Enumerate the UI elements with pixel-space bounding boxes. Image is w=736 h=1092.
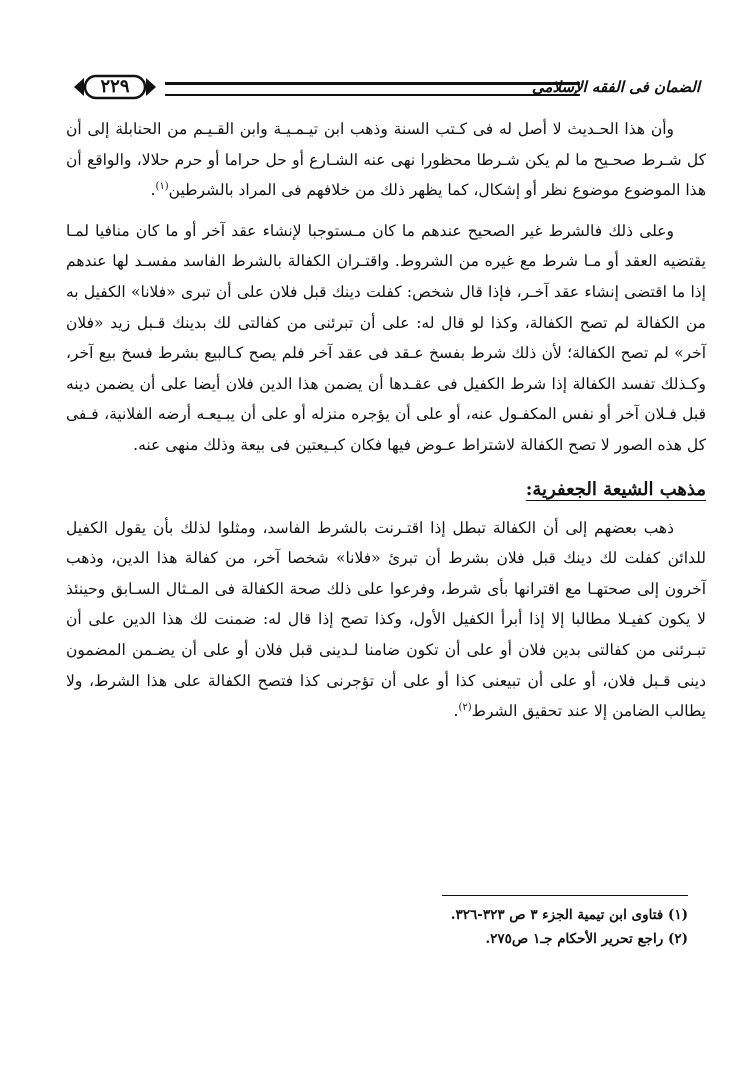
paragraph-1 xyxy=(66,114,706,206)
header-rule xyxy=(165,82,580,96)
footnote-ref-1[interactable]: (١) xyxy=(155,181,169,193)
page-number-frame xyxy=(70,74,160,100)
footnote-ref-2[interactable]: (٢) xyxy=(458,701,472,713)
footnotes xyxy=(68,903,688,951)
footnote-1: (١) فتاوى ابن تيمية الجزء ٣ ص ٣٢٣-٣٢٦. xyxy=(450,907,688,923)
paragraph-1-tail: . xyxy=(150,181,156,200)
page-number: ٢٢٩ xyxy=(100,76,130,97)
footnote-2: (٢) راجع تحرير الأحكام جـ١ ص٢٧٥. xyxy=(485,931,688,947)
running-header xyxy=(70,74,700,104)
section-paragraph xyxy=(66,513,706,727)
paragraph-2: وعلى ذلك فالشرط غير الصحيح عندهم ما كان مـستوجبا لإنشاء عقد آخر أو ما كان منافيا لمـا يقتضيه العقد أو مـا شرط مع غيره من الشروط. واقتـران الكفالة بالشرط الفاسد مفسـد لها عندهم إذا ما اقتضى إنشاء عقد آخـر، فإذا قال شخص: كفلت دينك قبل فلان على أن تبرى «فلانا» الكفيل به من الكفالة لم تصح الكفالة، وكذا لو قال له: على أن تبرئنى من كفالتى لك بدينك قـبل زيد «فلان آخر» لم تصح الكفالة؛ لأن ذلك شرط بفسخ عـقد فى عقد آخر فلم يصح كـالبيع بشرط فسخ بيع آخر، وكـذلك تفسد الكفالة إذا شرط الكفيل فى عقـدها أن يضمن هذا الدين فلان أيضا على أن يضمن دينه قبل فـلان آخر أو نفس المكفـول عنه، أو على أن يؤجره منزله أو على أن يبـيعـه أرضه الفلانية، فـفى كل هذه الصور لا تصح الكفالة لاشتراط عـوض فيها فكان كبـيعتين فى بيعة وذلك منهى عنه. xyxy=(66,221,706,454)
section-paragraph-text: ذهب بعضهم إلى أن الكفالة تبطل إذا اقتـرنت بالشرط الفاسد، ومثلوا لذلك بأن يقول الكفيل للدائن كفلت لك دينك قبل فلان بشرط أن تبرئ «فلانا» شخصا آخر، من كفالة هذا الدين، وذهب آخرون إلى صحتهـا مع اقترانها بأى شرط، وفرعوا على ذلك صحة الكفالة فى المـثال السـابق وحينئذ لا يكون كفيـلا مطالبا إلا إذا أبرأ الكفيل الأول، وكذا تصح إذا قال له: ضمنت لك هذا الدين على أن تبـرئنى من كفالتى بدين فلان أو على أن تكون ضامنا لـدينى قبل فلان أو على أن يضـمن المضمون دينى قـبل فلان، أو على أن تبيعنى كذا أو على أن تؤجرنى كذا فتصح الكفالة على هذا الشرط، ولا يطالب الضامن إلا عند تحقيق الشرط xyxy=(66,518,706,721)
paragraph-1-text: وأن هذا الحـديث لا أصل له فى كـتب السنة وذهب ابن تيـمـيـة وابن القـيـم من الحنابلة إلى أن كل شـرط صحـيح ما لم يكن شـرطا محظورا نهى عنه الشـارع أو حل حراما أو حرم حلالا، والواقع أن هذا الموضوع موضوع نظر أو إشكال، كما يظهر ذلك من خلافهم فى المراد بالشرطين xyxy=(66,120,706,200)
section-paragraph-tail: . xyxy=(453,702,459,721)
section-heading: مذهب الشيعة الجعفرية: xyxy=(525,478,706,500)
running-title: الضمان فى الفقه الإسلامى xyxy=(531,78,700,96)
page-body xyxy=(66,114,706,727)
footnote-divider xyxy=(442,895,688,896)
